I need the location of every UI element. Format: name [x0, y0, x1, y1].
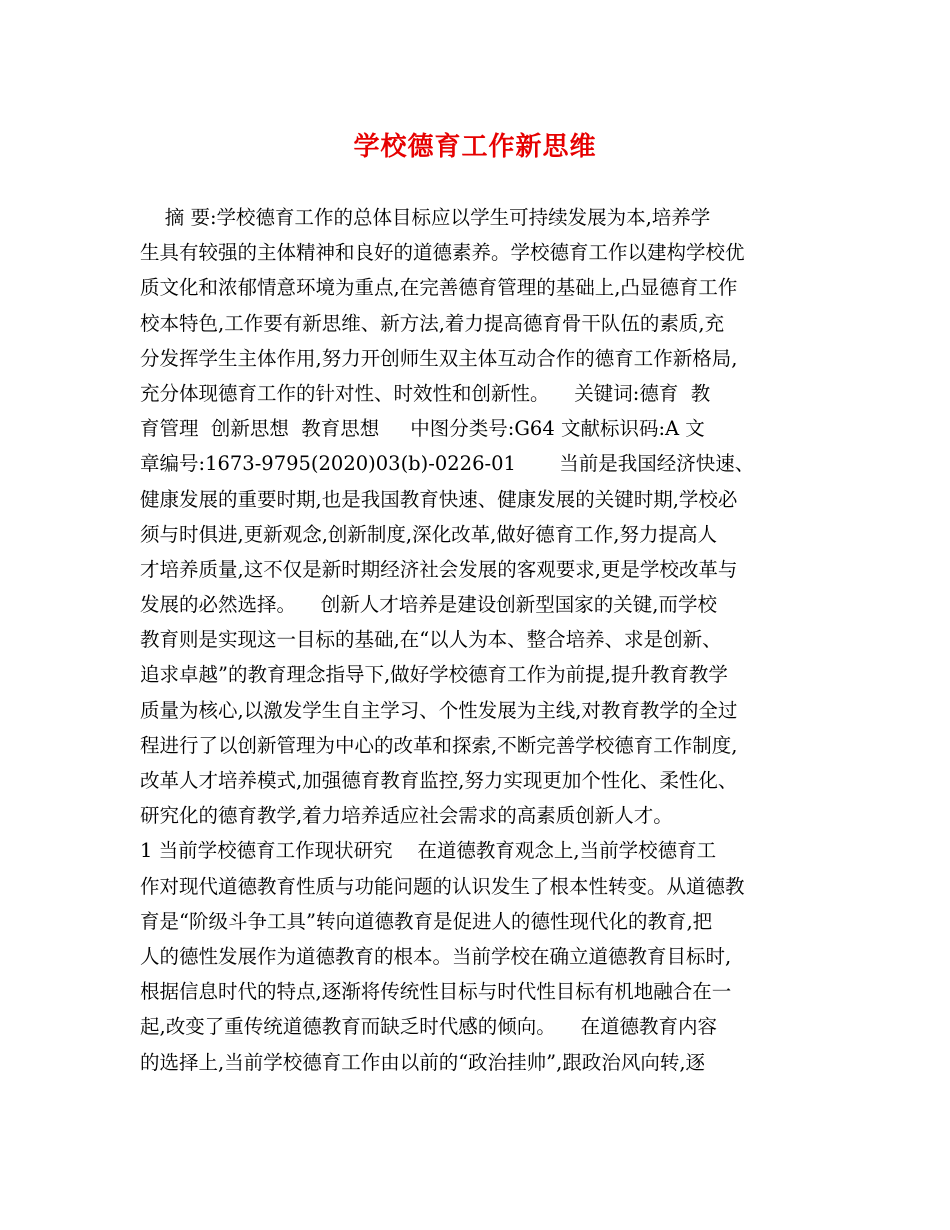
text-line: 才培养质量,这不仅是新时期经济社会发展的客观要求,更是学校改革与 [140, 557, 738, 581]
text-line: 研究化的德育教学,着力培养适应社会需求的高素质创新人才。 [140, 804, 673, 828]
text-line: 摘 要:学校德育工作的总体目标应以学生可持续发展为本,培养学 [140, 206, 711, 229]
text-line: 追求卓越”的教育理念指导下,做好学校德育工作为前提,提升教育教学 [140, 663, 728, 687]
text-line: 育是“阶级斗争工具”转向道德教育是促进人的德性现代化的教育,把 [140, 909, 713, 933]
text-line: 充分体现德育工作的针对性、时效性和创新性。 关键词:德育 教 [140, 381, 711, 405]
text-line: 生具有较强的主体精神和良好的道德素养。学校德育工作以建构学校优 [140, 241, 745, 265]
text-line: 根据信息时代的特点,逐渐将传统性目标与时代性目标有机地融合在一 [140, 980, 732, 1004]
text-line: 教育则是实现这一目标的基础,在“以人为本、整合培养、求是创新、 [140, 628, 722, 652]
text-line: 发展的必然选择。 创新人才培养是建设创新型国家的关键,而学校 [140, 593, 717, 617]
text-line: 质文化和浓郁情意环境为重点,在完善德育管理的基础上,凸显德育工作 [140, 276, 738, 300]
text-line: 分发挥学生主体作用,努力开创师生双主体互动合作的德育工作新格局, [140, 346, 738, 370]
document-title: 学校德育工作新思维 [353, 132, 597, 162]
text-line: 人的德性发展作为道德教育的根本。当前学校在确立道德教育目标时, [140, 944, 732, 968]
text-line: 程进行了以创新管理为中心的改革和探索,不断完善学校德育工作制度, [140, 733, 738, 757]
text-line: 育管理 创新思想 教育思想 中图分类号:G64 文献标识码:A 文 [140, 417, 705, 441]
text-line: 健康发展的重要时期,也是我国教育快速、健康发展的关键时期,学校必 [140, 487, 738, 511]
text-line: 的选择上,当前学校德育工作由以前的“政治挂帅”,跟政治风向转,逐 [140, 1050, 706, 1074]
text-line: 1 当前学校德育工作现状研究 在道德教育观念上,当前学校德育工 [140, 839, 717, 863]
document-body [140, 200, 830, 1080]
text-line: 起,改变了重传统道德教育而缺乏时代感的倾向。 在道德教育内容 [140, 1015, 717, 1039]
text-line: 须与时俱进,更新观念,创新制度,深化改革,做好德育工作,努力提高人 [140, 522, 717, 546]
text-line: 作对现代道德教育性质与功能问题的认识发生了根本性转变。从道德教 [140, 874, 745, 898]
text-line: 章编号:1673-9795(2020)03(b)-0226-01 当前是我国经济快速、 [140, 452, 755, 476]
text-line: 质量为核心,以激发学生自主学习、个性发展为主线,对教育教学的全过 [140, 698, 738, 722]
text-line: 改革人才培养模式,加强德育教育监控,努力实现更加个性化、柔性化、 [140, 769, 738, 792]
text-line: 校本特色,工作要有新思维、新方法,着力提高德育骨干队伍的素质,充 [140, 311, 725, 335]
